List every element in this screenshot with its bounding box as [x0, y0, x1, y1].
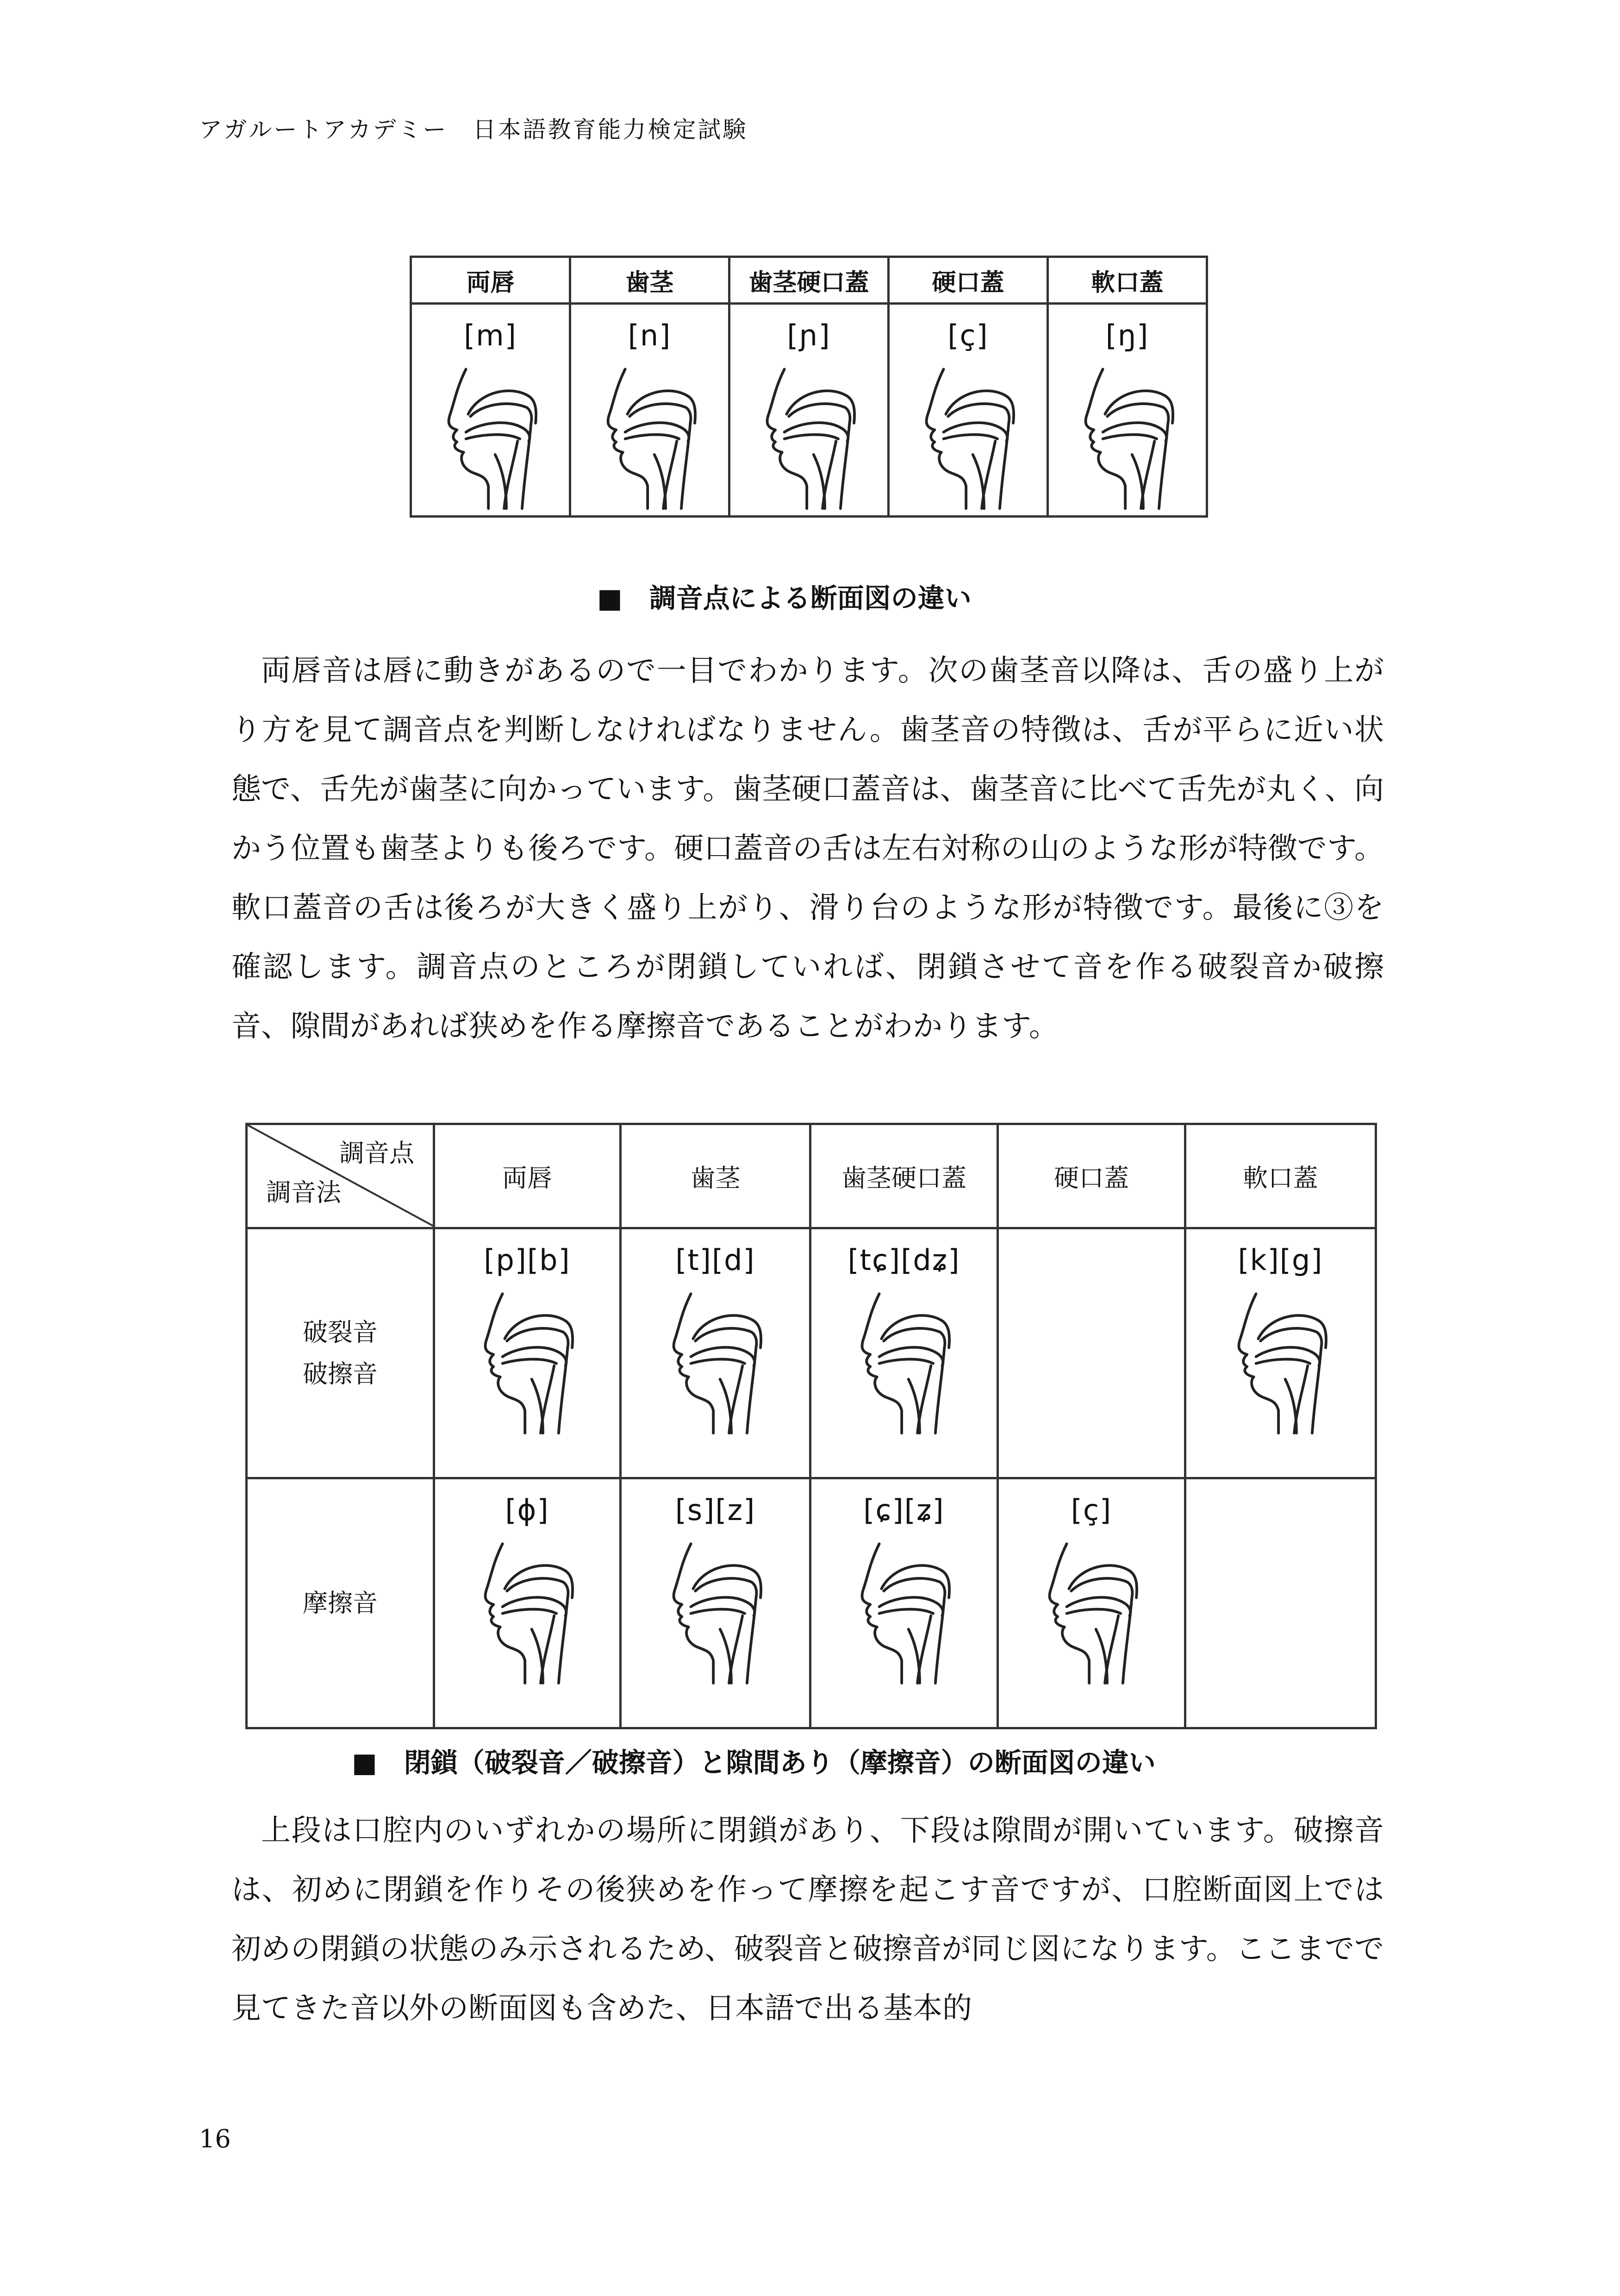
ipa-symbol: [m] — [464, 319, 517, 352]
header-alveolar: 歯茎 — [570, 257, 729, 304]
cell-fric-bilabial — [434, 1478, 621, 1728]
corner-label-place: 調音点 — [339, 1139, 414, 1168]
vocal-tract-diagram — [756, 360, 862, 513]
ipa-symbol: [s][z] — [675, 1493, 756, 1527]
cell-fric-alveolar — [621, 1478, 810, 1728]
figure-caption-2: ■ 閉鎖（破裂音／破擦音）と隙間あり（摩擦音）の断面図の違い — [352, 1747, 1156, 1778]
ipa-symbol: [ɸ] — [505, 1493, 549, 1527]
cell-stop-alveolo-palatal — [810, 1228, 998, 1478]
place-of-articulation-table — [410, 256, 1208, 518]
row-label-plosive: 破裂音 — [303, 1317, 378, 1347]
ipa-symbol: [ɲ] — [787, 319, 831, 352]
cell-fric-palatal — [998, 1478, 1185, 1728]
vocal-tract-diagram — [851, 1285, 957, 1438]
vocal-tract-diagram — [437, 360, 544, 513]
cell-bilabial — [411, 304, 570, 517]
cell-fric-alveolo-palatal — [810, 1478, 998, 1728]
paragraph-text: 上段は口腔内のいずれかの場所に閉鎖があり、下段は隙間が開いています。破擦音は、初めに閉鎖を作りその後狭めを作って摩擦を起こす音ですが、口腔断面図上では初めの閉鎖の状態のみ示されるため、破裂音と破擦音が同じ図になります。ここまでで見てきた音以外の断面図も含めた、日本語で出る基本的 — [231, 1814, 1384, 2026]
vocal-tract-diagram — [851, 1535, 957, 1688]
ipa-symbol: [ç] — [1071, 1493, 1112, 1527]
vocal-tract-diagram — [1038, 1535, 1145, 1688]
cell-alveolo-palatal — [729, 304, 889, 517]
corner-label-manner: 調音法 — [266, 1178, 341, 1207]
ipa-symbol — [1186, 1493, 1375, 1530]
header-palatal: 硬口蓋 — [998, 1124, 1185, 1228]
vocal-tract-diagram — [1227, 1285, 1334, 1438]
header-alveolo-palatal: 歯茎硬口蓋 — [810, 1124, 998, 1228]
vocal-tract-diagram — [662, 1535, 769, 1688]
paragraph-text: 両唇音は唇に動きがあるので一目でわかります。次の歯茎音以降は、舌の盛り上がり方を見て調音点を判断しなければなりません。歯茎音の特徴は、舌が平らに近い状態で、舌先が歯茎に向かっています。歯茎硬口蓋音は、歯茎音に比べて舌先が丸く、向かう位置も歯茎よりも後ろです。硬口蓋音の舌は左右対称の山のような形が特徴です。軟口蓋音の舌は後ろが大きく盛り上がり、滑り台のような形が特徴です。最後に③を確認します。調音点のところが閉鎖していれば、閉鎖させて音を作る破裂音か破擦音、隙間があれば狭めを作る摩擦音であることがわかります。 — [231, 654, 1384, 1044]
vocal-tract-diagram — [915, 360, 1022, 513]
vocal-tract-diagram — [662, 1285, 769, 1438]
vocal-tract-diagram — [474, 1535, 580, 1688]
cell-stop-alveolar — [621, 1228, 810, 1478]
ipa-symbol: [k][g] — [1238, 1243, 1323, 1277]
body-paragraph-1 — [231, 641, 1384, 1056]
cell-stop-velar — [1185, 1228, 1376, 1478]
header-alveolo-palatal: 歯茎硬口蓋 — [729, 257, 889, 304]
cell-alveolar — [570, 304, 729, 517]
ipa-symbol: [n] — [628, 319, 672, 352]
vocal-tract-diagram — [474, 1285, 580, 1438]
ipa-symbol: [ç] — [947, 319, 989, 352]
ipa-symbol — [999, 1243, 1184, 1280]
page-number: 16 — [199, 2124, 231, 2153]
ipa-symbol: [tɕ][dʑ] — [847, 1243, 960, 1277]
header-velar: 軟口蓋 — [1048, 257, 1207, 304]
running-header: アガルートアカデミー 日本語教育能力検定試験 — [199, 116, 748, 143]
ipa-symbol: [p][b] — [484, 1243, 571, 1277]
vocal-tract-diagram — [597, 360, 703, 513]
row-label-stop-affricate — [247, 1228, 434, 1478]
cell-palatal — [889, 304, 1048, 517]
row-label-fricative: 摩擦音 — [247, 1478, 434, 1728]
header-velar: 軟口蓋 — [1185, 1124, 1376, 1228]
vocal-tract-diagram — [1074, 360, 1181, 513]
row-label-affricate: 破擦音 — [303, 1359, 378, 1389]
cell-stop-bilabial — [434, 1228, 621, 1478]
header-bilabial: 両唇 — [411, 257, 570, 304]
cell-fric-velar-empty — [1185, 1478, 1376, 1728]
ipa-symbol: [t][d] — [675, 1243, 755, 1277]
manner-of-articulation-table — [245, 1123, 1377, 1729]
header-bilabial: 両唇 — [434, 1124, 621, 1228]
body-paragraph-2 — [231, 1801, 1384, 2038]
cell-velar — [1048, 304, 1207, 517]
figure-caption-1: ■ 調音点による断面図の違い — [597, 582, 972, 614]
ipa-symbol: [ɕ][ʑ] — [863, 1493, 945, 1527]
header-palatal: 硬口蓋 — [889, 257, 1048, 304]
cell-stop-palatal-empty — [998, 1228, 1185, 1478]
table-corner-header — [247, 1124, 434, 1228]
header-alveolar: 歯茎 — [621, 1124, 810, 1228]
ipa-symbol: [ŋ] — [1105, 319, 1149, 352]
